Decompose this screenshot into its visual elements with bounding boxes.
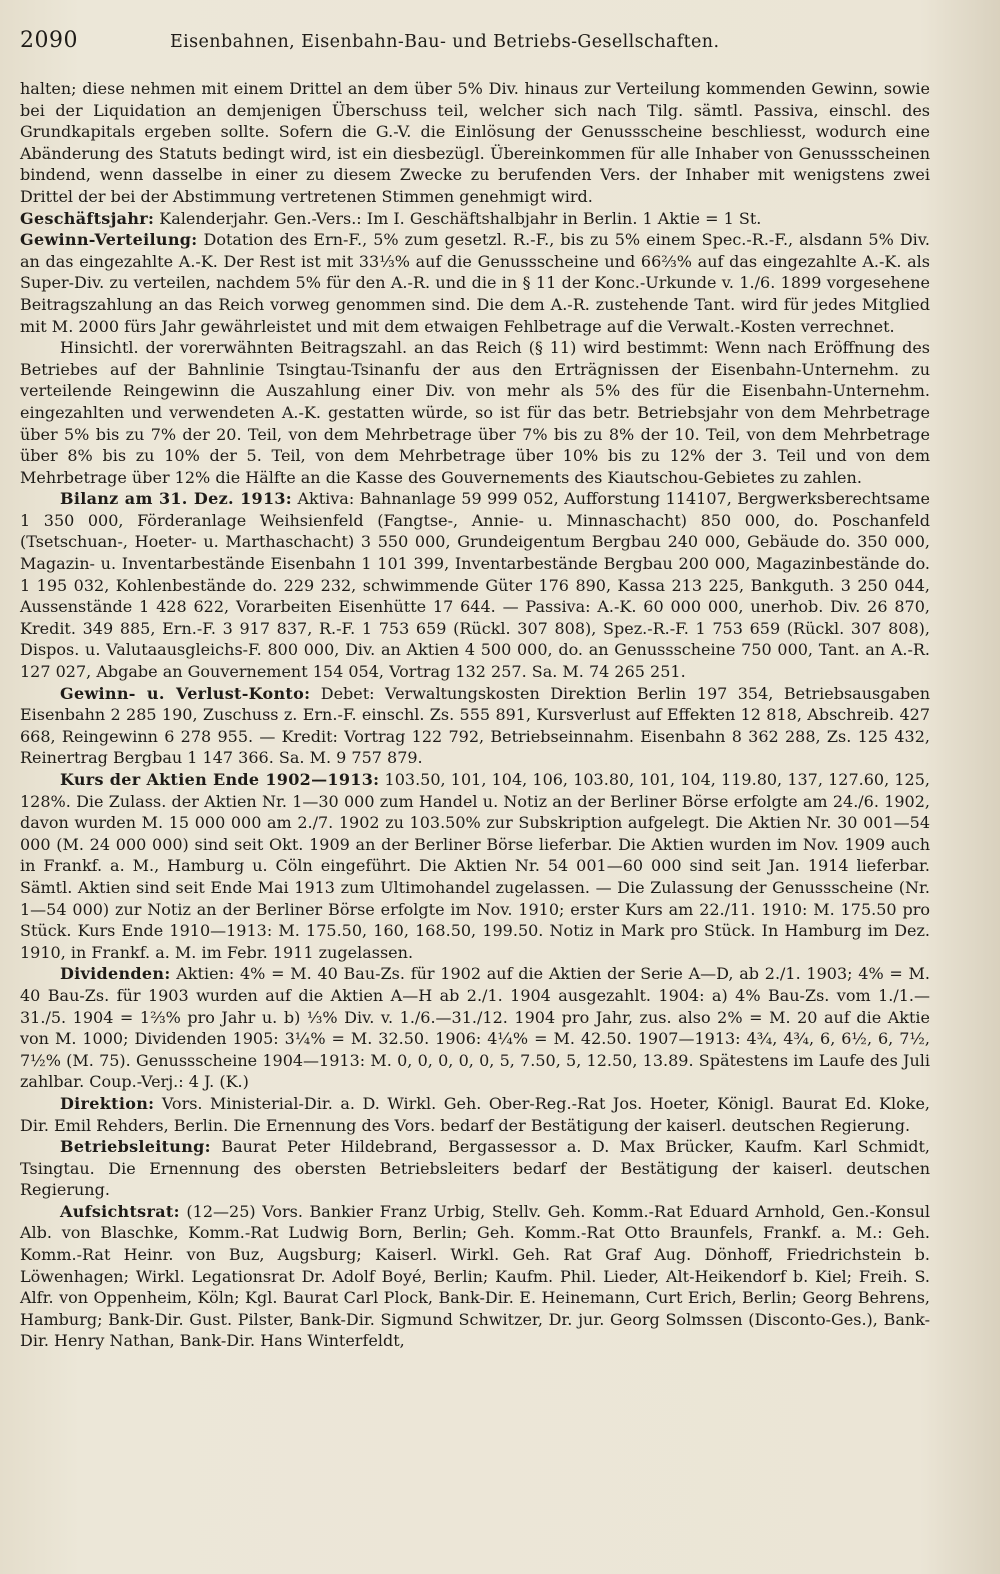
- paragraph-heading: Gewinn-Verteilung:: [20, 230, 198, 250]
- paragraph-text: Hinsichtl. der vorerwähnten Beitragszahl. an das Reich (§ 11) wird bestimmt: Wenn nach Eröffnung des Betriebes auf der Bahnlinie Tsingtau-Tsinanfu der aus den Erträgnissen der Eisenbahn-Unternehm. zu verteilende Reingewinn die Auszahlung einer Div. von mehr als 5% des für die Eisenbahn-Unternehm. eingezahlten und verwendeten A.-K. gestatten würde, so ist für das betr. Betriebsjahr von dem Mehrbetrage über 5% bis zu 7% der 20. Teil, von dem Mehrbetrage über 7% bis zu 8% der 10. Teil, von dem Mehrbetrage über 8% bis zu 10% der 5. Teil, von dem Mehrbetrage über 10% bis zu 12% der 3. Teil und von dem Mehrbetrage über 12% die Hälfte an die Kasse des Gouvernements des Kiautschou-Gebietes zu zahlen.: [20, 338, 930, 487]
- running-title: Eisenbahnen, Eisenbahn-Bau- und Betriebs-Gesellschaften.: [170, 32, 720, 52]
- paragraph-heading: Geschäftsjahr:: [20, 208, 155, 228]
- paragraph-text: Debet: Verwaltungskosten Direktion Berlin 197 354, Betriebsausgaben Eisenbahn 2 285 190, Zuschuss z. Ern.-F. einschl. Zs. 555 891, Kursverlust auf Effekten 12 818, Abschreib. 427 668, Reingewinn 6 278 955. — Kredit: Vortrag 122 792, Betriebseinnahm. Eisenbahn 8 362 288, Zs. 125 432, Reinertrag Bergbau 1 147 366. Sa. M. 9 757 879.: [20, 683, 931, 768]
- paragraph-text: halten; diese nehmen mit einem Drittel an dem über 5% Div. hinaus zur Verteilung kommenden Gewinn, sowie bei der Liquidation an demjenigen Überschuss teil, welcher sich nach Tilg. sämtl. Passiva, einschl. des Grundkapitals ergeben sollte. Sofern die G.-V. die Einlösung der Genussscheine beschliesst, wodurch eine Abänderung des Statuts bedingt wird, ist ein diesbezügl. Übereinkommen für alle Inhaber von Genussscheinen bindend, wenn dasselbe in einer zu diesem Zwecke zu berufenden Vers. der Inhaber mit wenigstens zwei Drittel der bei der Abstimmung vertretenen Stimmen genehmigt wird.: [20, 79, 930, 206]
- paragraph-text: Dotation des Ern-F., 5% zum gesetzl. R.-F., bis zu 5% einem Spec.-R.-F., alsdann 5% Div. an das eingezahlte A.-K. Der Rest ist mit 33⅓% auf die Genussscheine und 66⅔% auf das eingezahlte A.-K. als Super-Div. zu verteilen, nachdem 5% für den A.-R. und die in § 11 der Konc.-Urkunde v. 1./6. 1899 vorgesehene Beitragszahlung an das Reich vorweg genommen sind. Die dem A.-R. zustehende Tant. wird für jedes Mitglied mit M. 2000 fürs Jahr gewährleistet und mit dem etwaigen Fehlbetrage auf die Verwalt.-Kosten verrechnet.: [20, 230, 930, 336]
- paragraph-heading: Dividenden:: [60, 964, 171, 984]
- paragraph-kurs: [20, 769, 930, 963]
- page-number: 2090: [20, 28, 78, 53]
- paragraph-bilanz: [20, 488, 930, 682]
- paragraph-text: Kalenderjahr. Gen.-Vers.: Im I. Geschäftshalbjahr in Berlin. 1 Aktie = 1 St.: [154, 208, 762, 228]
- paragraph-gewinn-verteilung: [20, 229, 930, 337]
- paragraph-aufsichtsrat: [20, 1201, 930, 1352]
- paragraph-heading: Direktion:: [60, 1093, 155, 1113]
- paragraph-text: 103.50, 101, 104, 106, 103.80, 101, 104, 119.80, 137, 127.60, 125, 128%. Die Zulass. der Aktien Nr. 1—30 000 zum Handel u. Notiz an der Berliner Börse erfolgte am 24./6. 1902, davon wurden M. 15 000 000 am 2./7. 1902 zu 103.50% zur Subskription aufgelegt. Die Aktien Nr. 30 001—54 000 (M. 24 000 000) sind seit Okt. 1909 an der Berliner Börse lieferbar. Die Aktien wurden im Nov. 1909 auch in Frankf. a. M., Hamburg u. Cöln eingeführt. Die Aktien Nr. 54 001—60 000 sind seit Jan. 1914 lieferbar. Sämtl. Aktien sind seit Ende Mai 1913 zum Ultimohandel zugelassen. — Die Zulassung der Genussscheine (Nr. 1—54 000) zur Notiz an der Berliner Börse erfolgte im Nov. 1910; erster Kurs am 22./11. 1910: M. 175.50 pro Stück. Kurs Ende 1910—1913: M. 175.50, 160, 168.50, 199.50. Notiz in Mark pro Stück. In Hamburg im Dez. 1910, in Frankf. a. M. im Febr. 1911 zugelassen.: [20, 770, 930, 962]
- paragraph-text: Aktien: 4% = M. 40 Bau-Zs. für 1902 auf die Aktien der Serie A—D, ab 2./1. 1903; 4% = M. 40 Bau-Zs. für 1903 wurden auf die Aktien A—H ab 2./1. 1904 ausgezahlt. 1904: a) 4% Bau-Zs. vom 1./1.—31./5. 1904 = 1⅔% pro Jahr u. b) ⅓% Div. v. 1./6.—31./12. 1904 pro Jahr, zus. also 2% = M. 20 auf die Aktie von M. 1000; Dividenden 1905: 3¼% = M. 32.50. 1906: 4¼% = M. 42.50. 1907—1913: 4¾, 4¾, 6, 6½, 6, 7½, 7½% (M. 75). Genussscheine 1904—1913: M. 0, 0, 0, 0, 0, 5, 7.50, 5, 12.50, 13.89. Spätestens im Laufe des Juli zahlbar. Coup.-Verj.: 4 J. (K.): [20, 964, 930, 1092]
- paragraph-text: Baurat Peter Hildebrand, Bergassessor a. D. Max Brücker, Kaufm. Karl Schmidt, Tsingtau. Die Ernennung des obersten Betriebsleiters bedarf der Bestätigung der kaiserl. deutschen Regierung.: [20, 1137, 930, 1200]
- paragraph-text: Vors. Ministerial-Dir. a. D. Wirkl. Geh. Ober-Reg.-Rat Jos. Hoeter, Königl. Baurat Ed. Kloke, Dir. Emil Rehders, Berlin. Die Ernennung des Vors. bedarf der Bestätigung der kaiserl. deutschen Regierung.: [20, 1093, 930, 1135]
- paragraph-direktion: [20, 1093, 930, 1136]
- paragraph-genussscheine-terms: [20, 78, 930, 208]
- paragraph-heading: Gewinn- u. Verlust-Konto:: [60, 683, 311, 703]
- paragraph-text: Aktiva: Bahnanlage 59 999 052, Aufforstung 114107, Bergwerksberechtsame 1 350 000, Förderanlage Weihsienfeld (Fangtse-, Annie- u. Minnaschacht) 850 000, do. Poschanfeld (Tsetschuan-, Hoeter- u. Marthaschacht) 3 550 000, Grundeigentum Bergbau 240 000, Gebäude do. 350 000, Magazin- u. Inventarbestände Eisenbahn 1 101 399, Inventarbestände Bergbau 200 000, Magazinbestände do. 1 195 032, Kohlenbestände do. 229 232, schwimmende Güter 176 890, Kassa 213 225, Bankguth. 3 250 044, Aussenstände 1 428 622, Vorarbeiten Eisenhütte 17 644. — Passiva: A.-K. 60 000 000, unerhob. Div. 26 870, Kredit. 349 885, Ern.-F. 3 917 837, R.-F. 1 753 659 (Rückl. 307 808), Spez.-R.-F. 1 753 659 (Rückl. 307 808), Dispos. u. Valutaausgleichs-F. 800 000, Div. an Aktien 4 500 000, do. an Genussscheine 750 000, Tant. an A.-R. 127 027, Abgabe an Gouvernement 154 054, Vortrag 132 257. Sa. M. 74 265 251.: [20, 489, 930, 682]
- paragraph-heading: Betriebsleitung:: [60, 1137, 211, 1157]
- paragraph-heading: Kurs der Aktien Ende 1902—1913:: [60, 770, 380, 789]
- body-text: [20, 78, 930, 1352]
- paragraph-geschaeftsjahr: [20, 208, 930, 230]
- page-header: [20, 28, 930, 68]
- paragraph-beitragszahlung: [20, 337, 930, 488]
- paragraph-betriebsleitung: [20, 1136, 930, 1201]
- paragraph-heading: Aufsichtsrat:: [60, 1201, 180, 1221]
- paragraph-text: (12—25) Vors. Bankier Franz Urbig, Stellv. Geh. Komm.-Rat Eduard Arnhold, Gen.-Konsul Alb. von Blaschke, Komm.-Rat Ludwig Born, Berlin; Geh. Komm.-Rat Otto Braunfels, Frankf. a. M.: Geh. Komm.-Rat Heinr. von Buz, Augsburg; Kaiserl. Wirkl. Geh. Rat Graf Aug. Dönhoff, Friedrichstein b. Löwenhagen; Wirkl. Legationsrat Dr. Adolf Boyé, Berlin; Kaufm. Phil. Lieder, Alt-Heikendorf b. Kiel; Freih. S. Alfr. von Oppenheim, Köln; Kgl. Baurat Carl Plock, Bank-Dir. E. Heinemann, Curt Erich, Berlin; Georg Behrens, Hamburg; Bank-Dir. Gust. Pilster, Bank-Dir. Sigmund Schwitzer, Dr. jur. Georg Solmssen (Disconto-Ges.), Bank-Dir. Henry Nathan, Bank-Dir. Hans Winterfeldt,: [20, 1201, 930, 1351]
- paragraph-gewinn-verlust-konto: [20, 683, 930, 769]
- paragraph-heading: Bilanz am 31. Dez. 1913:: [60, 489, 293, 509]
- paragraph-dividenden: [20, 963, 930, 1093]
